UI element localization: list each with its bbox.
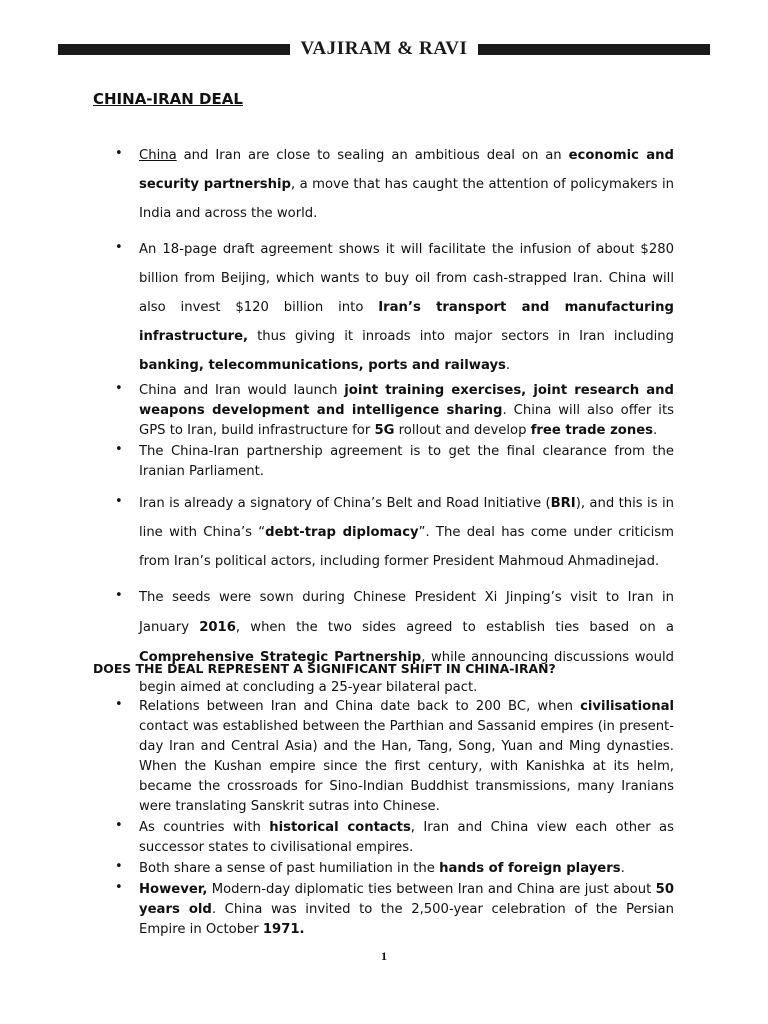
bullet-icon: •	[115, 381, 123, 396]
list-item	[0, 441, 674, 481]
list-item	[0, 140, 674, 227]
bullet-text	[139, 882, 674, 937]
text-run: .	[505, 358, 511, 373]
list-item	[0, 696, 674, 816]
text-run: , while announcing discussions would begin aimed at concluding a 25-year bilateral pact.	[139, 650, 674, 695]
text-run: economic and security partnership	[139, 148, 674, 192]
text-run: An 18-page draft agreement shows it will facilitate the infusion of about $280 billion from Beijing, which wants to buy oil from cash-strapped Iran. China will also invest $120 billion into	[139, 242, 674, 315]
text-run: .	[620, 861, 625, 876]
bullet-text	[139, 861, 625, 876]
text-run: However,	[139, 882, 208, 897]
bullet-text	[139, 383, 674, 438]
bullet-icon: •	[115, 859, 123, 874]
text-run: , a move that has caught the attention of policymakers in India and across the world.	[139, 177, 674, 221]
text-run: civilisational	[580, 699, 674, 714]
text-run: Both share a sense of past humiliation in the	[139, 861, 440, 876]
bullet-text	[139, 242, 674, 373]
page-number: 1	[381, 949, 387, 963]
text-run: ), and this is in line with China’s “	[139, 496, 674, 540]
bullet-text	[139, 496, 674, 569]
bullet-icon: •	[115, 880, 123, 895]
bullet-icon: •	[115, 240, 123, 255]
text-run: hands of foreign players	[439, 861, 621, 876]
text-run: debt-trap diplomacy	[265, 525, 419, 540]
text-run: Modern-day diplomatic ties between Iran and China are just about	[207, 882, 656, 897]
text-run: As countries with	[139, 820, 270, 835]
list-item	[0, 488, 674, 575]
list-item	[0, 879, 674, 939]
bullet-text	[139, 148, 674, 221]
bullet-text	[139, 699, 674, 814]
text-run: China and Iran would launch	[139, 383, 345, 398]
text-run: Iran’s transport and manufacturing infrastructure,	[139, 300, 674, 344]
list-item	[0, 380, 674, 440]
text-run: rollout and develop	[394, 423, 531, 438]
text-run: banking, telecommunications, ports and railways	[139, 358, 506, 373]
text-run: Relations between Iran and China date back to 200 BC, when	[139, 699, 581, 714]
list-item	[0, 858, 674, 878]
text-run: The seeds were sown during Chinese President Xi Jinping’s visit to Iran in January	[139, 590, 674, 635]
text-run: 1971.	[262, 922, 305, 937]
bullet-icon: •	[115, 697, 123, 712]
text-run: 50 years old	[139, 882, 674, 917]
text-run: Iran is already a signatory of China’s Belt and Road Initiative (	[139, 496, 551, 511]
text-run: BRI	[550, 496, 576, 511]
text-run: China	[139, 148, 177, 163]
text-run: , Iran and China view each other as successor states to civilisational empires.	[139, 820, 674, 855]
text-run: historical contacts	[269, 820, 411, 835]
text-run: 5G	[374, 423, 395, 438]
text-run: contact was established between the Parthian and Sassanid empires (in present-day Iran and Central Asia) and the Han, Tang, Song, Yuan and Ming dynasties. When the Kushan empire since the first century, with Kanishka at its helm, became the crossroads for Sino-Indian Buddhist transmissions, many Iranians were translating Sanskrit sutras into Chinese.	[139, 719, 674, 814]
section-title-china-iran-deal: CHINA-IRAN DEAL	[93, 90, 243, 108]
text-run: free trade zones	[530, 423, 654, 438]
header-title: VAJIRAM & RAVI	[300, 38, 468, 59]
bullet-list-deal	[0, 140, 768, 702]
bullet-list-shift	[0, 696, 768, 939]
section-title-significant-shift: DOES THE DEAL REPRESENT A SIGNIFICANT SHIFT IN CHINA-IRAN?	[93, 661, 556, 676]
bullet-text	[139, 444, 674, 479]
list-item	[0, 234, 674, 379]
text-run: .	[653, 423, 658, 438]
page-header	[58, 38, 710, 60]
bullet-icon: •	[115, 494, 123, 509]
header-rule-left	[58, 44, 290, 55]
list-item	[0, 582, 674, 702]
bullet-icon: •	[115, 818, 123, 833]
list-item	[0, 817, 674, 857]
bullet-icon: •	[115, 146, 123, 161]
text-run: thus giving it inroads into major sectors in Iran including	[248, 329, 674, 344]
text-run: 2016	[199, 620, 236, 635]
bullet-text	[139, 590, 674, 695]
text-run: Comprehensive Strategic Partnership	[139, 650, 422, 665]
text-run: joint training exercises, joint research and weapons development and intelligence sharing	[139, 383, 674, 418]
text-run: and Iran are close to sealing an ambitious deal on an	[176, 148, 569, 163]
text-run: The China-Iran partnership agreement is to get the final clearance from the Iranian Parliament.	[139, 444, 674, 479]
bullet-icon: •	[115, 588, 123, 603]
header-rule-right	[478, 44, 710, 55]
bullet-text	[139, 820, 674, 855]
bullet-icon: •	[115, 442, 123, 457]
text-run: , when the two sides agreed to establish ties based on a	[235, 620, 674, 635]
text-run: ”. The deal has come under criticism from Iran’s political actors, including former President Mahmoud Ahmadinejad.	[139, 525, 675, 569]
text-run: . China will also offer its GPS to Iran, build infrastructure for	[139, 403, 674, 438]
text-run: . China was invited to the 2,500-year celebration of the Persian Empire in October	[139, 902, 674, 937]
